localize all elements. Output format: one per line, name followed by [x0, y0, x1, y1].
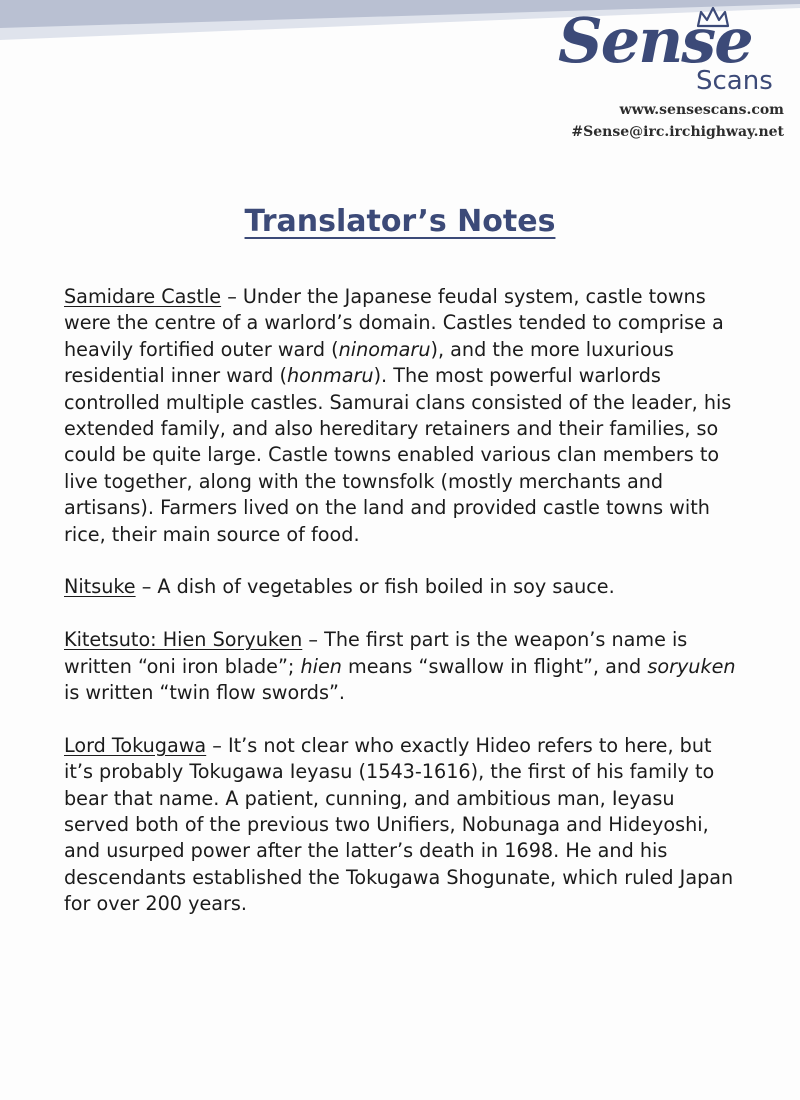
note-italic-term: soryuken [647, 654, 736, 678]
note-text: is written “twin flow swords”. [64, 681, 346, 705]
note-italic-term: honmaru [287, 364, 374, 388]
note-text: Under the Japanese feudal system, castle towns were the centre of a warlord’s domain. Castles tended to comprise a heavily fortified outer ward ( [64, 285, 724, 361]
note-text: It’s not clear who exactly Hideo refers to here, but it’s probably Tokugawa Ieyasu (1543-1616), the first of his family to bear that name. A patient, cunning, and ambitious man, Ieyasu served both of the previous two Unifiers, Nobunaga and Hideyoshi, and usurped power after the latter’s death in 1698. He and his descendants established the Tokugawa Shogunate, which ruled Japan for over 200 years. [64, 733, 734, 916]
note-term: Lord Tokugawa [64, 733, 207, 757]
note-separator: – [135, 575, 158, 599]
note-lord-tokugawa [64, 733, 744, 918]
logo-website: www.sensescans.com [619, 102, 784, 118]
note-samidare-castle [64, 284, 744, 548]
crown-icon [696, 6, 730, 28]
note-text: A dish of vegetables or fish boiled in soy sauce. [157, 575, 615, 599]
note-nitsuke [64, 574, 744, 600]
note-italic-term: hien [300, 654, 342, 678]
note-term: Kitetsuto: Hien Soryuken [64, 628, 303, 652]
sense-scans-logo [546, 4, 786, 150]
logo-wordmark: Sense [558, 4, 752, 77]
note-separator: – [221, 285, 243, 308]
note-term: Samidare Castle [64, 285, 222, 308]
note-italic-term: ninomaru [338, 337, 431, 361]
note-separator: – [206, 733, 228, 757]
note-text: ). The most powerful warlords controlled multiple castles. Samurai clans consisted of the leader, his extended family, and also hereditary retainers and their families, so could be quite large. Castle towns enabled various clan members to live together, along with the townsfolk (mostly merchants and artisans). Farmers lived on the land and provided castle towns with rice, their main source of food. [64, 364, 732, 546]
note-text: The first part is the weapon’s name is written “oni iron blade”; [64, 628, 688, 678]
note-separator: – [302, 628, 325, 652]
page-title: Translator’s Notes [244, 204, 556, 239]
note-term: Nitsuke [64, 575, 136, 599]
logo-irc-channel: #Sense@irc.irchighway.net [571, 124, 784, 140]
logo-subtitle: Scans [696, 66, 773, 96]
notes-list [64, 284, 744, 944]
note-text: ), and the more luxurious residential inner ward ( [64, 337, 674, 388]
note-kitetsuto [64, 627, 744, 706]
note-text: means “swallow in flight”, and [341, 654, 648, 678]
